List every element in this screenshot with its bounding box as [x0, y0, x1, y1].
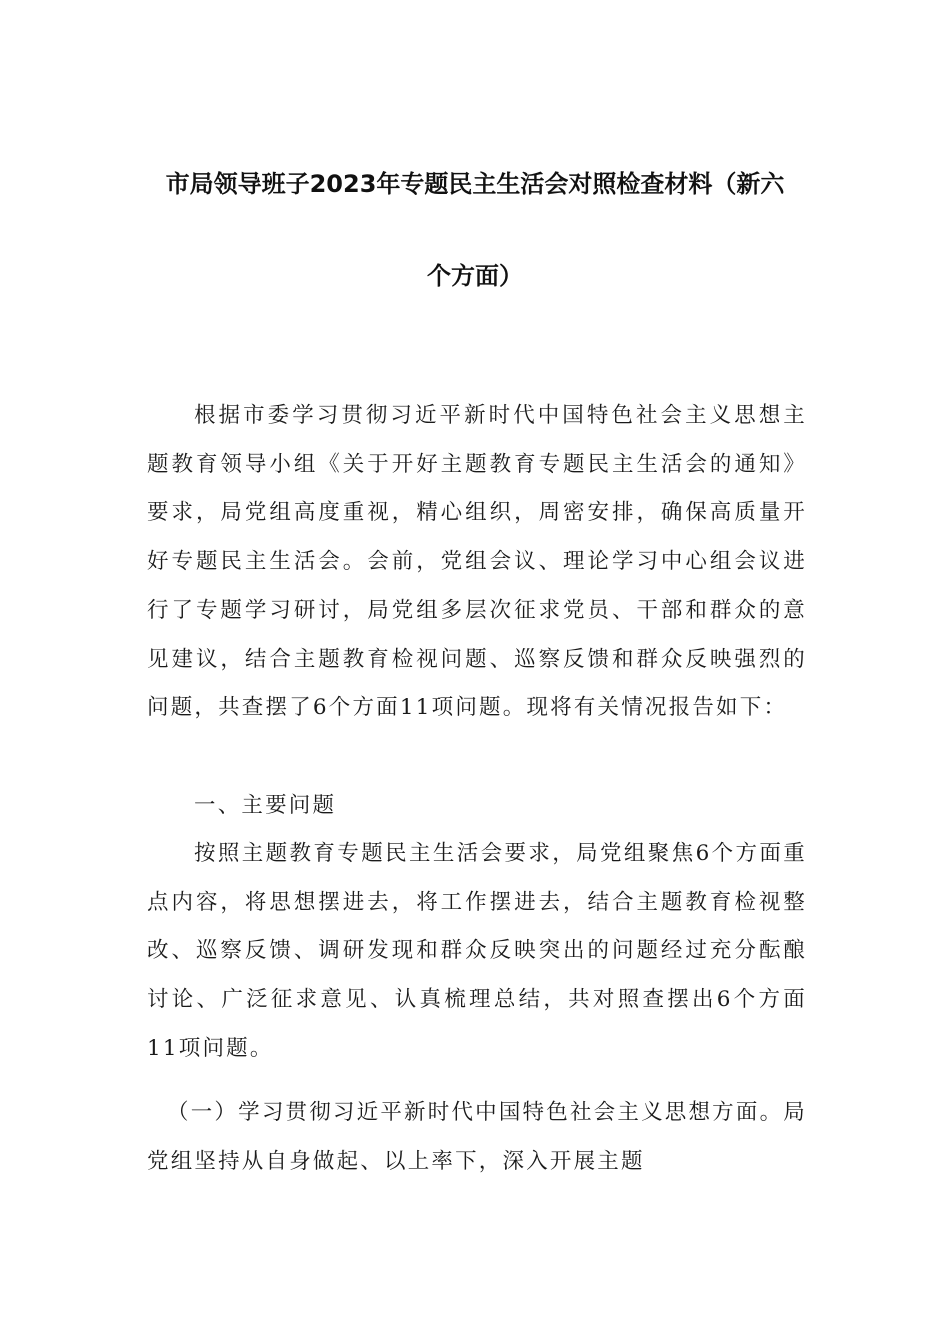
- main-problems-paragraph: 按照主题教育专题民主生活会要求，局党组聚焦6个方面重点内容，将思想摆进去，将工作摆进去，结合主题教育检视整改、巡察反馈、调研发现和群众反映突出的问题经过充分酝酿讨论、广泛征求意见、认真梳理总结，共对照查摆出6个方面11项问题。: [147, 841, 807, 1061]
- intro-paragraph: 根据市委学习贯彻习近平新时代中国特色社会主义思想主题教育领导小组《关于开好主题教育专题民主生活会的通知》要求，局党组高度重视，精心组织，周密安排，确保高质量开好专题民主生活会。会前，党组会议、理论学习中心组会议进行了专题学习研讨，局党组多层次征求党员、干部和群众的意见建议，结合主题教育检视问题、巡察反馈和群众反映强烈的问题，共查摆了6个方面11项问题。现将有关情况报告如下：: [147, 403, 807, 721]
- document-title-line-2: 个方面）: [427, 262, 523, 290]
- section-heading-main-problems: 一、主要问题: [194, 793, 337, 818]
- subsection-paragraph-1: （一）学习贯彻习近平新时代中国特色社会主义思想方面。局党组坚持从自身做起、以上率下，深入开展主题: [147, 1100, 807, 1174]
- document-title-line-1: 市局领导班子2023年专题民主生活会对照检查材料（新六: [165, 170, 785, 198]
